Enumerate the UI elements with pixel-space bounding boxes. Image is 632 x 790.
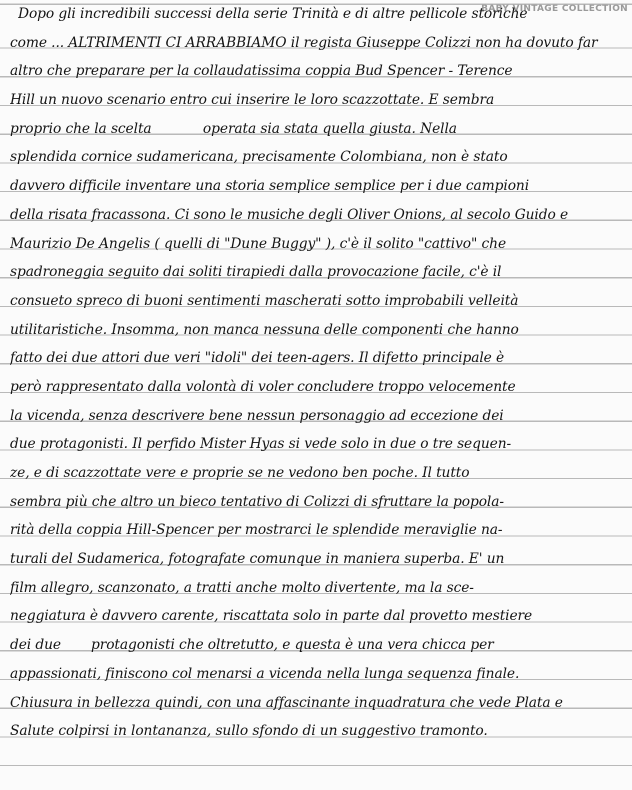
text-line-26: Salute colpirsi in lontananza, sullo sfondo di un suggestivo tramonto.	[10, 723, 488, 740]
text-line-5: proprio che la scelta operata sia stata quella giusta. Nella	[10, 120, 457, 137]
text-line-25: Chiusura in bellezza quindi, con una affascinante inquadratura che vede Plata e	[10, 694, 563, 711]
text-line-24: appassionati, finiscono col menarsi a vicenda nella lunga sequenza finale.	[10, 665, 520, 682]
text-line-11: consueto spreco di buoni sentimenti mascherati sotto improbabili velleità	[10, 292, 519, 309]
text-line-17: ze, e di scazzottate vere e proprie se ne vedono ben poche. Il tutto	[10, 465, 470, 481]
text-line-14: però rappresentato dalla volontà di voler concludere troppo velocemente	[10, 378, 516, 395]
text-line-7: davvero difficile inventare una storia semplice semplice per i due campioni	[10, 178, 530, 195]
text-line-1: Dopo gli incredibili successi della serie Trinità e di altre pellicole storiche	[18, 6, 528, 22]
text-line-4: Hill un nuovo scenario entro cui inserire le loro scazzottate. E sembra	[10, 92, 495, 109]
text-line-9: Maurizio De Angelis ( quelli di "Dune Buggy" ), c'è il solito "cattivo" che	[10, 235, 507, 252]
text-line-12: utilitaristiche. Insomma, non manca nessuna delle componenti che hanno	[10, 321, 519, 338]
text-line-6: splendida cornice sudamericana, precisamente Colombiana, non è stato	[10, 149, 508, 166]
text-line-13: fatto dei due attori due veri "idoli" dei teen-agers. Il difetto principale è	[10, 350, 505, 367]
text-line-20: turali del Sudamerica, fotografate comunque in maniera superba. E' un	[10, 551, 505, 568]
text-line-16: due protagonisti. Il perfido Mister Hyas si vede solo in due o tre sequen-	[10, 436, 512, 453]
text-line-3: altro che preparare per la collaudatissima coppia Bud Spencer - Terence	[10, 63, 513, 80]
handwritten-review-text	[10, 0, 632, 746]
text-line-19: rità della coppia Hill-Spencer per mostrarci le splendide meraviglie na-	[10, 522, 503, 539]
text-line-10: spadroneggia seguito dai soliti tirapiedi dalla provocazione facile, c'è il	[10, 264, 502, 281]
text-line-23: dei due protagonisti che oltretutto, e questa è una vera chicca per	[10, 637, 494, 654]
text-line-18: sembra più che altro un bieco tentativo di Colizzi di sfruttare la popola-	[10, 493, 504, 510]
text-line-2: come ... ALTRIMENTI CI ARRABBIAMO il regista Giuseppe Colizzi non ha dovuto far	[10, 34, 598, 51]
text-line-15: la vicenda, senza descrivere bene nessun personaggio ad eccezione dei	[10, 407, 504, 424]
text-line-22: neggiatura è davvero carente, riscattata solo in parte dal provetto mestiere	[10, 608, 533, 625]
watermark: BABY VINTAGE COLLECTION	[481, 4, 628, 14]
text-line-21: film allegro, scanzonato, a tratti anche molto divertente, ma la sce-	[10, 579, 474, 596]
text-line-8: della risata fracassona. Ci sono le musiche degli Oliver Onions, al secolo Guido e	[10, 206, 569, 223]
